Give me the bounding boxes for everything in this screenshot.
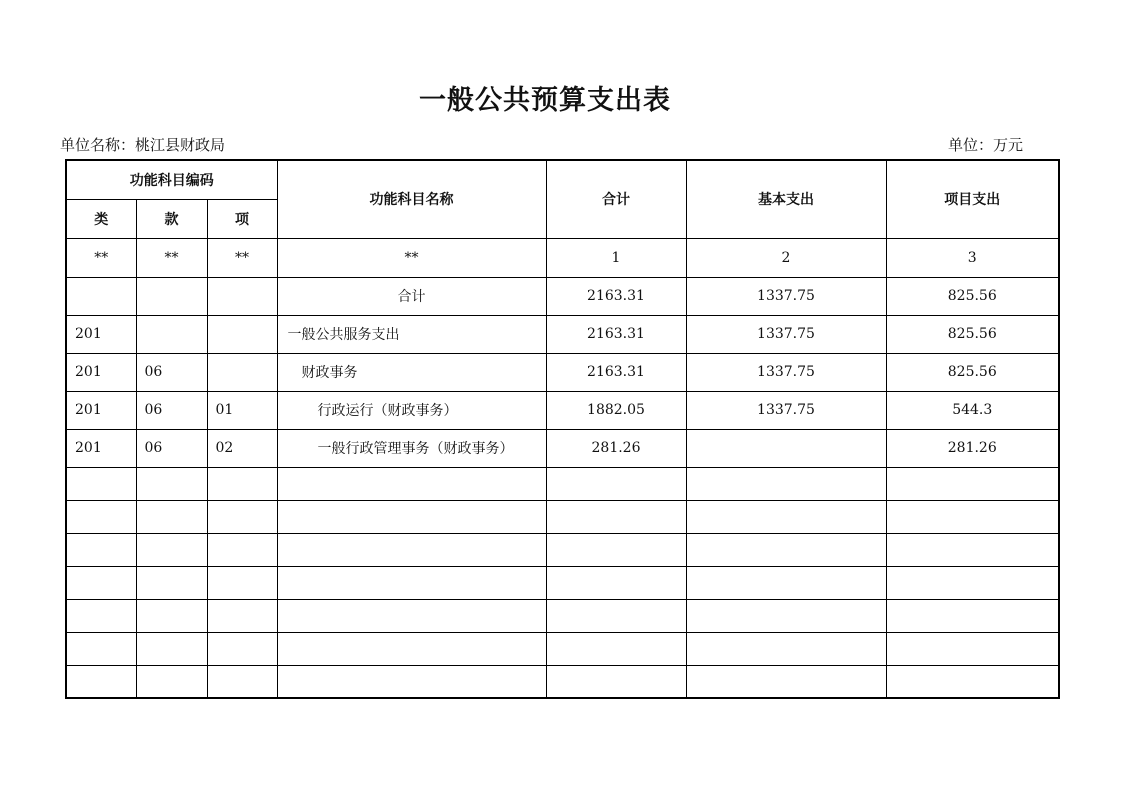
cell-name: 一般行政管理事务（财政事务） [277, 429, 546, 467]
header-kuan: 款 [136, 199, 207, 238]
header-name: 功能科目名称 [277, 160, 546, 238]
empty-row [66, 665, 1059, 698]
cell-xiang [207, 277, 277, 315]
index-row [66, 238, 1059, 277]
cell-project: 825.56 [886, 277, 1059, 315]
table-row-total [66, 277, 1059, 315]
index-cell: ** [66, 238, 136, 277]
cell-xiang: 01 [207, 391, 277, 429]
table-row [66, 353, 1059, 391]
index-cell: ** [136, 238, 207, 277]
header-xiang: 项 [207, 199, 277, 238]
cell-total: 281.26 [546, 429, 686, 467]
header-lei: 类 [66, 199, 136, 238]
cell-total: 1882.05 [546, 391, 686, 429]
cell-name: 合计 [277, 277, 546, 315]
cell-project: 825.56 [886, 353, 1059, 391]
header-total: 合计 [546, 160, 686, 238]
cell-lei [66, 277, 136, 315]
cell-xiang [207, 353, 277, 391]
empty-row [66, 632, 1059, 665]
cell-kuan: 06 [136, 391, 207, 429]
empty-row [66, 599, 1059, 632]
unit-label: 单位：万元 [948, 136, 1024, 154]
empty-row [66, 566, 1059, 599]
index-cell: ** [207, 238, 277, 277]
cell-kuan: 06 [136, 429, 207, 467]
header-row [66, 160, 1059, 199]
cell-name: 一般公共服务支出 [277, 315, 546, 353]
cell-basic: 1337.75 [686, 277, 886, 315]
index-cell: 1 [546, 238, 686, 277]
table-row [66, 315, 1059, 353]
header-code-group: 功能科目编码 [66, 160, 277, 199]
page-title: 一般公共预算支出表 [419, 85, 671, 116]
cell-lei: 201 [66, 315, 136, 353]
empty-row [66, 467, 1059, 500]
cell-basic: 1337.75 [686, 391, 886, 429]
cell-basic [686, 429, 886, 467]
cell-kuan [136, 315, 207, 353]
cell-basic: 1337.75 [686, 315, 886, 353]
header-project: 项目支出 [886, 160, 1059, 238]
cell-basic: 1337.75 [686, 353, 886, 391]
cell-lei: 201 [66, 391, 136, 429]
index-cell: 3 [886, 238, 1059, 277]
cell-total: 2163.31 [546, 353, 686, 391]
empty-row [66, 500, 1059, 533]
index-cell: ** [277, 238, 546, 277]
cell-lei: 201 [66, 429, 136, 467]
cell-total: 2163.31 [546, 277, 686, 315]
cell-project: 544.3 [886, 391, 1059, 429]
budget-table [65, 159, 1060, 699]
cell-xiang [207, 315, 277, 353]
cell-project: 281.26 [886, 429, 1059, 467]
cell-project: 825.56 [886, 315, 1059, 353]
cell-kuan: 06 [136, 353, 207, 391]
empty-row [66, 533, 1059, 566]
index-cell: 2 [686, 238, 886, 277]
cell-lei: 201 [66, 353, 136, 391]
table-row [66, 429, 1059, 467]
cell-xiang: 02 [207, 429, 277, 467]
cell-kuan [136, 277, 207, 315]
cell-name: 行政运行（财政事务） [277, 391, 546, 429]
cell-name: 财政事务 [277, 353, 546, 391]
cell-total: 2163.31 [546, 315, 686, 353]
header-basic: 基本支出 [686, 160, 886, 238]
unit-name-label: 单位名称：桃江县财政局 [60, 136, 226, 154]
table-row [66, 391, 1059, 429]
